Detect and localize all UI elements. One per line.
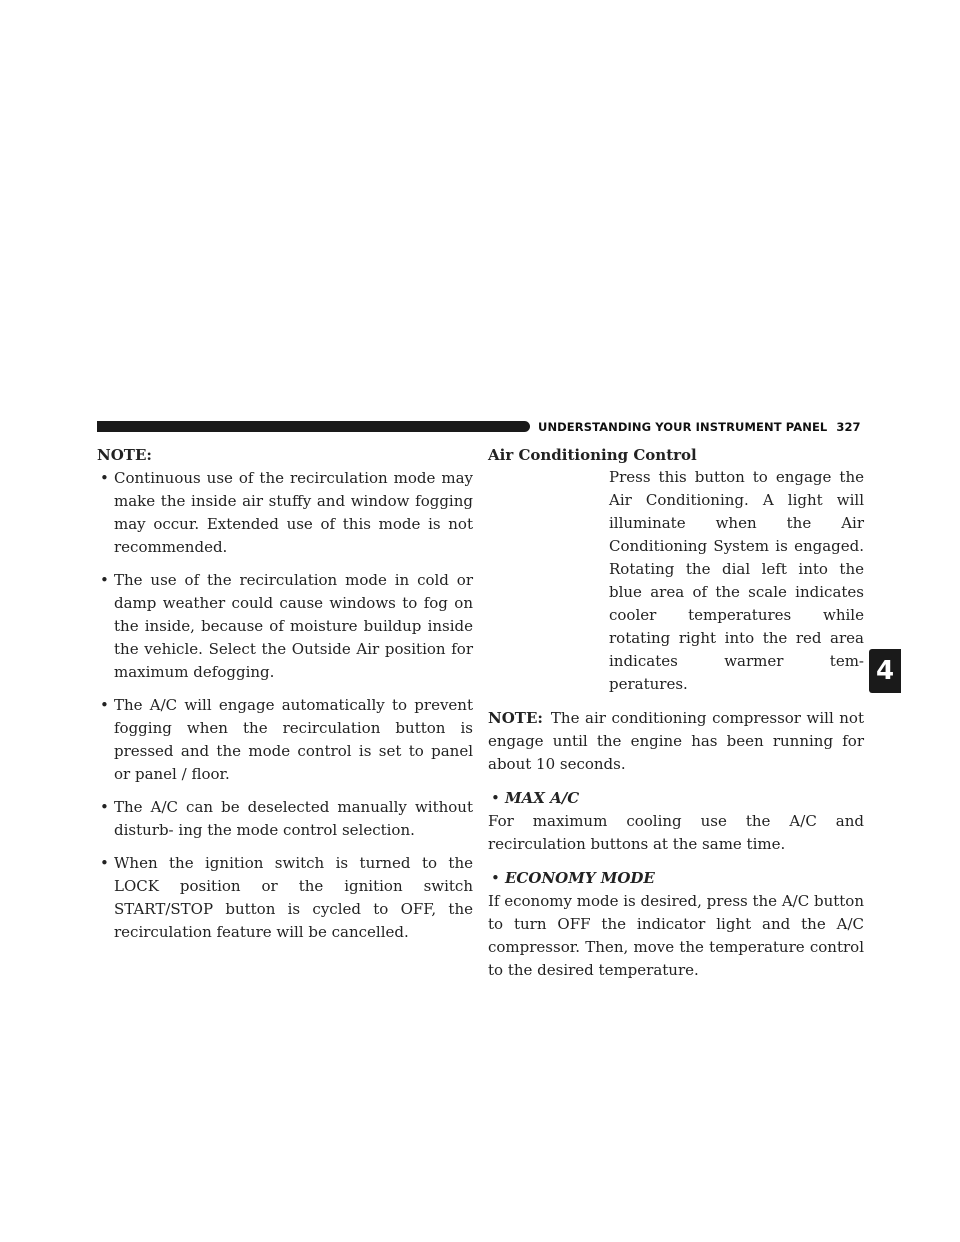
running-header: [538, 420, 861, 434]
bullet-icon: •: [491, 869, 500, 887]
economy-label: ECONOMY MODE: [505, 869, 655, 887]
note-paragraph: [488, 707, 864, 776]
list-item: • When the ignition switch is turned to the LOCK position or the ignition switch START/STOP button is cycled to OFF, the recirculation feature will be cancelled.: [97, 852, 473, 944]
header-bar: [97, 421, 530, 432]
max-ac-text: For maximum cooling use the A/C and recirculation buttons at the same time.: [488, 812, 864, 853]
chapter-tab: 4: [869, 649, 901, 693]
right-column: [488, 444, 864, 982]
note-label: NOTE:: [488, 709, 543, 727]
ac-description: Press this button to engage the Air Conditioning. A light will illuminate when the Air Conditioning System is engaged. Rotating the dial left into the blue area of the scale indicates cooler temperatures while rotating right into the red area indicates warmer tem- peratures.: [609, 468, 864, 693]
section-title: Air Conditioning Control: [488, 446, 697, 464]
max-ac-heading: [488, 787, 864, 810]
list-item: • Continuous use of the recirculation mode may make the inside air stuffy and window fogging may occur. Extended use of this mode is not recommended.: [97, 467, 473, 559]
list-item: • The A/C can be deselected manually without disturb- ing the mode control selection.: [97, 796, 473, 842]
bullet-icon: •: [491, 789, 500, 807]
left-column: [97, 444, 473, 954]
header-title: UNDERSTANDING YOUR INSTRUMENT PANEL: [538, 420, 828, 434]
economy-text: If economy mode is desired, press the A/C button to turn OFF the indicator light and the A/C compressor. Then, move the temperature control to the desired temperature.: [488, 892, 864, 979]
max-ac-label: MAX A/C: [505, 789, 580, 807]
note-label: NOTE:: [97, 446, 152, 464]
note-text: The air conditioning compressor will not engage until the engine has been running for about 10 seconds.: [488, 709, 864, 773]
note-bullets: [97, 467, 473, 944]
list-item: • The A/C will engage automatically to prevent fogging when the recirculation button is pressed and the mode control is set to panel or panel / floor.: [97, 694, 473, 786]
list-item: • The use of the recirculation mode in cold or damp weather could cause windows to fog on the inside, because of moisture buildup inside the vehicle. Select the Outside Air position for maximum defogging.: [97, 569, 473, 684]
page-number: 327: [836, 420, 861, 434]
economy-heading: [488, 867, 864, 890]
